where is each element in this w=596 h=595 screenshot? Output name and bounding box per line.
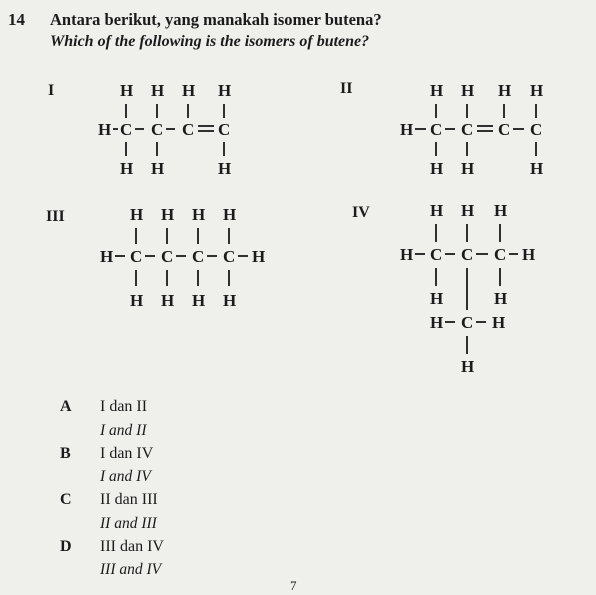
svg-text:H: H — [461, 357, 475, 376]
svg-text:H: H — [192, 205, 206, 224]
svg-text:H: H — [192, 291, 206, 310]
svg-text:H: H — [461, 81, 475, 100]
svg-text:C: C — [498, 120, 511, 139]
svg-text:H: H — [161, 205, 175, 224]
svg-text:H: H — [98, 120, 112, 139]
page-number: 7 — [290, 578, 297, 593]
svg-text:H: H — [461, 201, 475, 220]
svg-text:H: H — [130, 205, 144, 224]
option-a-english[interactable]: I and II — [100, 422, 147, 439]
svg-text:H: H — [494, 289, 508, 308]
option-c-malay[interactable]: II dan III — [100, 491, 158, 508]
svg-text:C: C — [461, 313, 474, 332]
svg-text:H: H — [530, 159, 544, 178]
structure-label-ii: II — [340, 80, 353, 97]
svg-text:H: H — [430, 289, 444, 308]
structure-ii-diagram — [400, 80, 560, 190]
option-b-letter[interactable]: B — [60, 445, 71, 462]
question-text-malay: Antara berikut, yang manakah isomer butena? — [50, 10, 382, 29]
svg-text:H: H — [400, 245, 414, 264]
option-c-english[interactable]: II and III — [100, 515, 157, 532]
svg-text:C: C — [494, 245, 507, 264]
svg-text:H: H — [498, 81, 512, 100]
atom: H — [151, 81, 165, 100]
structure-i-diagram — [100, 80, 250, 190]
structure-label-i: I — [48, 82, 55, 99]
option-c-letter[interactable]: C — [60, 491, 72, 508]
svg-text:C: C — [461, 120, 474, 139]
svg-text:C: C — [218, 120, 231, 139]
svg-text:H: H — [120, 159, 134, 178]
svg-text:C: C — [151, 120, 164, 139]
svg-text:C: C — [530, 120, 543, 139]
svg-text:H: H — [492, 313, 506, 332]
option-b-malay[interactable]: I dan IV — [100, 445, 154, 462]
option-a-letter[interactable]: A — [60, 398, 72, 415]
svg-text:H: H — [430, 201, 444, 220]
option-d-letter[interactable]: D — [60, 538, 72, 555]
svg-text:C: C — [192, 247, 205, 266]
structure-label-iii: III — [46, 208, 65, 225]
structure-iv-diagram — [400, 200, 560, 380]
svg-text:C: C — [120, 120, 133, 139]
option-b-english[interactable]: I and IV — [100, 468, 151, 485]
svg-text:H: H — [252, 247, 266, 266]
svg-text:H: H — [223, 205, 237, 224]
structure-iii-diagram — [100, 204, 280, 319]
option-a-malay[interactable]: I dan II — [100, 398, 148, 415]
atom: H — [182, 81, 196, 100]
svg-text:H: H — [223, 291, 237, 310]
svg-text:C: C — [223, 247, 236, 266]
svg-text:H: H — [100, 247, 114, 266]
option-d-english[interactable]: III and IV — [100, 561, 162, 578]
svg-text:C: C — [430, 120, 443, 139]
svg-text:H: H — [130, 291, 144, 310]
question-number: 14 — [8, 10, 25, 29]
svg-text:C: C — [461, 245, 474, 264]
svg-text:H: H — [430, 81, 444, 100]
svg-text:C: C — [430, 245, 443, 264]
atom: H — [218, 81, 232, 100]
structure-label-iv: IV — [352, 204, 370, 221]
svg-text:H: H — [494, 201, 508, 220]
svg-text:H: H — [522, 245, 536, 264]
svg-text:H: H — [461, 159, 475, 178]
svg-text:C: C — [130, 247, 143, 266]
svg-text:H: H — [430, 313, 444, 332]
question-text-english: Which of the following is the isomers of butene? — [50, 33, 370, 50]
svg-text:H: H — [400, 120, 414, 139]
svg-text:H: H — [151, 159, 165, 178]
svg-text:H: H — [218, 159, 232, 178]
option-d-malay[interactable]: III dan IV — [100, 538, 164, 555]
svg-text:H: H — [530, 81, 544, 100]
svg-text:H: H — [161, 291, 175, 310]
atom: H — [120, 81, 134, 100]
svg-text:C: C — [161, 247, 174, 266]
svg-text:H: H — [430, 159, 444, 178]
svg-text:C: C — [182, 120, 195, 139]
